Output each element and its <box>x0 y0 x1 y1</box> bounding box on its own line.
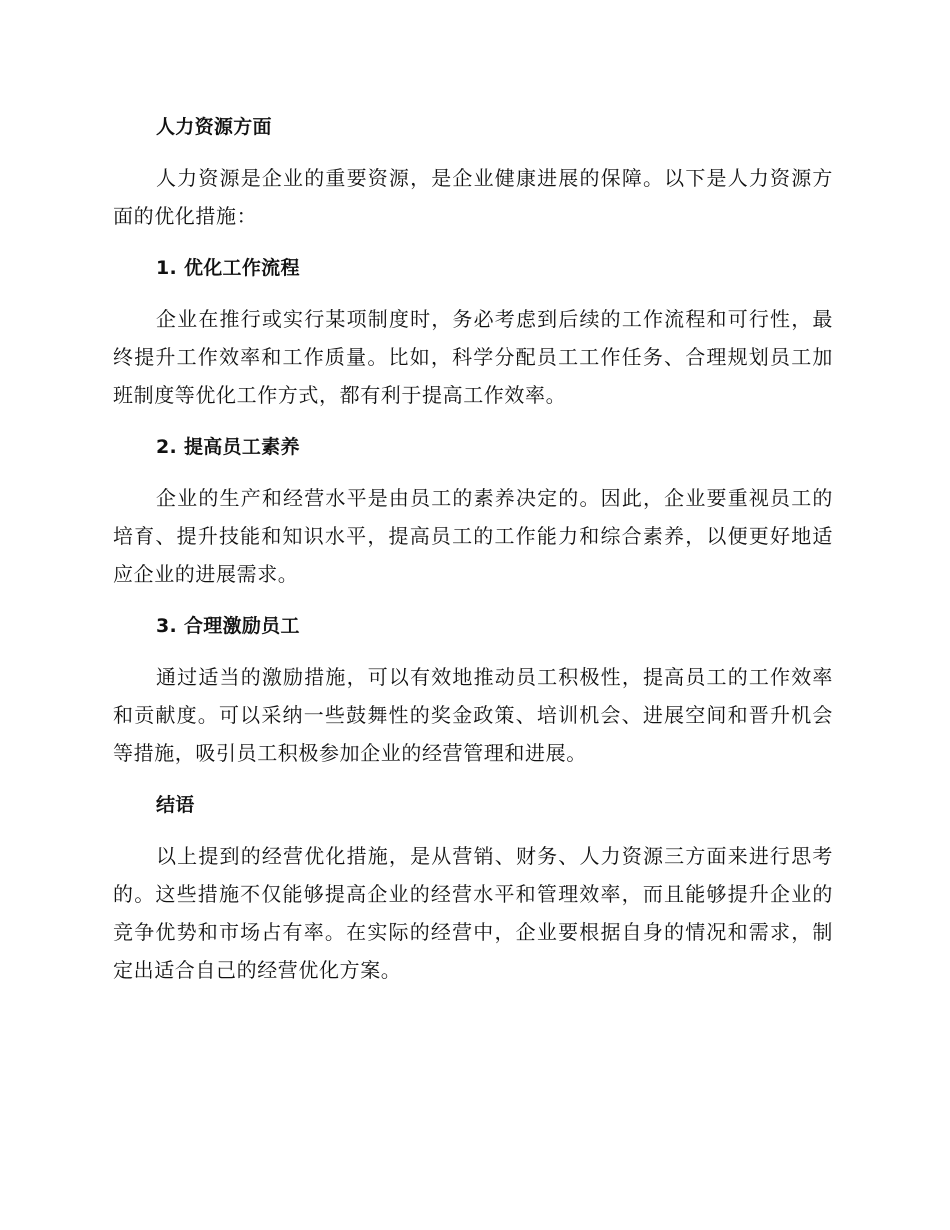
section-paragraph-incentives: 通过适当的激励措施，可以有效地推动员工积极性，提高员工的工作效率和贡献度。可以采纳一些鼓舞性的奖金政策、培训机会、进展空间和晋升机会等措施，吸引员工积极参加企业的经营管理和进展。 <box>113 665 833 765</box>
section-paragraph-optimize-workflow: 企业在推行或实行某项制度时，务必考虑到后续的工作流程和可行性，最终提升工作效率和工作质量。比如，科学分配员工工作任务、合理规划员工加班制度等优化工作方式，都有利于提高工作效率。 <box>113 307 833 407</box>
spacer <box>113 235 833 246</box>
section-paragraph-conclusion: 以上提到的经营优化措施，是从营销、财务、人力资源三方面来进行思考的。这些措施不仅能够提高企业的经营水平和管理效率，而且能够提升企业的竞争优势和市场占有率。在实际的经营中，企业要根据自身的情况和需求，制定出适合自己的经营优化方案。 <box>113 844 833 982</box>
section-paragraph-hr: 人力资源是企业的重要资源，是企业健康进展的保障。以下是人力资源方面的优化措施： <box>113 166 833 228</box>
section-paragraph-improve-quality: 企业的生产和经营水平是由员工的素养决定的。因此，企业要重视员工的培育、提升技能和知识水平，提高员工的工作能力和综合素养，以便更好地适应企业的进展需求。 <box>113 486 833 586</box>
section-heading-improve-quality: 2. 提高员工素养 <box>156 436 300 458</box>
spacer <box>113 593 833 604</box>
section-heading-conclusion: 结语 <box>156 794 195 816</box>
spacer <box>113 290 833 300</box>
spacer <box>113 469 833 479</box>
spacer <box>113 414 833 425</box>
section-heading-hr: 人力资源方面 <box>156 116 272 138</box>
spacer <box>113 772 833 783</box>
spacer <box>113 648 833 658</box>
section-heading-incentives: 3. 合理激励员工 <box>156 615 300 637</box>
section-heading-optimize-workflow: 1. 优化工作流程 <box>156 257 300 279</box>
spacer <box>113 827 833 837</box>
document-body <box>113 105 833 989</box>
spacer <box>113 149 833 159</box>
